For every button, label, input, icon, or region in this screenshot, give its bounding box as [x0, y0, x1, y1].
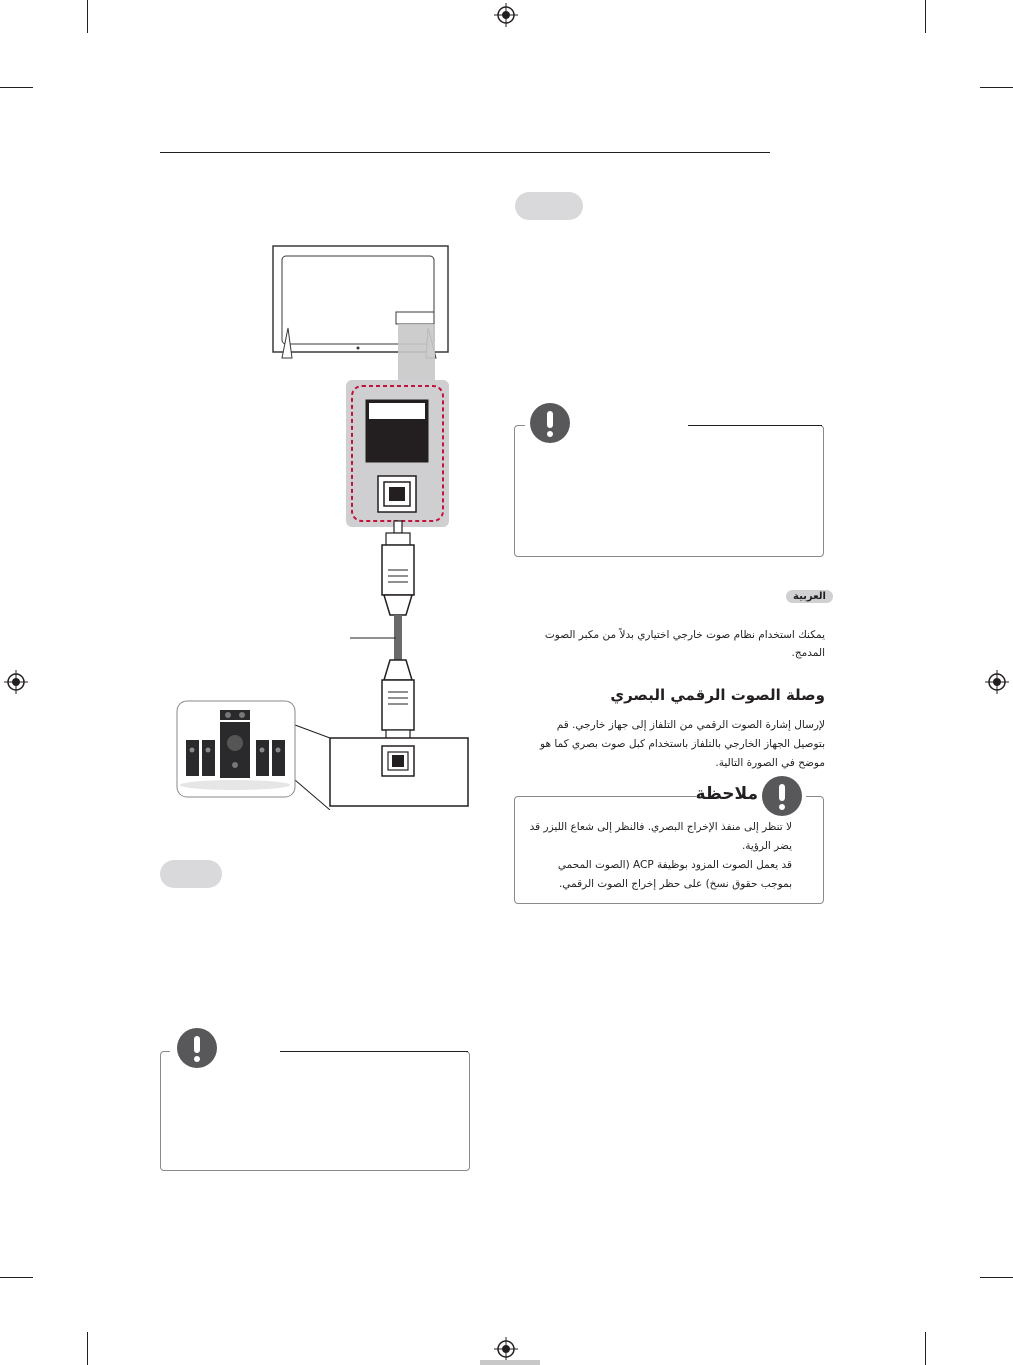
optical-connection-diagram — [170, 240, 475, 810]
section-pill-left — [160, 860, 222, 888]
optical-plug-top — [382, 521, 414, 615]
section-heading: وصلة الصوت الرقمي البصري — [610, 686, 825, 704]
crop-mark-bottom-left-h — [0, 1277, 33, 1278]
crop-mark-top-left-h — [0, 87, 33, 88]
registration-mark-icon — [985, 670, 1009, 694]
body-line-3: موضح في الصورة التالية. — [715, 757, 825, 769]
body-line-1: لإرسال إشارة الصوت الرقمي من التلفاز إلى جهاز خارجي. قم — [556, 719, 825, 731]
caution-line-2: يضر الرؤية. — [741, 840, 792, 852]
port-panel — [346, 380, 449, 527]
registration-mark-icon — [494, 3, 518, 27]
crop-mark-bottom-right-h — [980, 1277, 1013, 1278]
note-box-right-upper-line — [688, 425, 822, 426]
header-rule — [160, 152, 770, 153]
note-box-right-upper — [514, 425, 824, 557]
crop-mark-bottom-left-v — [87, 1332, 88, 1365]
caution-title: ملاحظة — [695, 784, 758, 804]
note-box-left-line — [280, 1051, 468, 1052]
exclamation-icon — [177, 1028, 217, 1068]
audio-device-panel — [295, 725, 468, 810]
exclamation-icon — [530, 403, 570, 443]
crop-mark-top-right-v — [925, 0, 926, 33]
section-pill-top-right — [515, 192, 583, 220]
body-line-2: بتوصيل الجهاز الخارجي بالتلفاز باستخدام كبل صوت بصري كما هو — [540, 738, 825, 750]
intro-text: يمكنك استخدام نظام صوت خارجي اختياري بدلاً من مكبر الصوت المدمج. — [544, 629, 825, 659]
caution-line-3: قد يعمل الصوت المزود بوظيفة ACP (الصوت المحمي — [557, 859, 792, 871]
exclamation-icon — [762, 776, 802, 816]
caution-line-1: لا تنظر إلى منفذ الإخراج البصري. فالنظر إلى شعاع الليزر قد — [529, 821, 792, 833]
optical-plug-bottom — [382, 660, 414, 742]
speaker-system-illustration — [177, 701, 295, 797]
note-box-left — [160, 1051, 470, 1171]
crop-mark-bottom-right-v — [925, 1332, 926, 1365]
crop-mark-top-right-h — [980, 87, 1013, 88]
registration-mark-icon — [4, 670, 28, 694]
crop-mark-top-left-v — [87, 0, 88, 33]
language-badge: العربية — [786, 590, 833, 603]
print-color-bar — [480, 1360, 540, 1365]
registration-mark-icon — [494, 1337, 518, 1361]
caution-line-4: بموجب حقوق نسخ) على حظر إخراج الصوت الرقمي. — [558, 878, 792, 890]
